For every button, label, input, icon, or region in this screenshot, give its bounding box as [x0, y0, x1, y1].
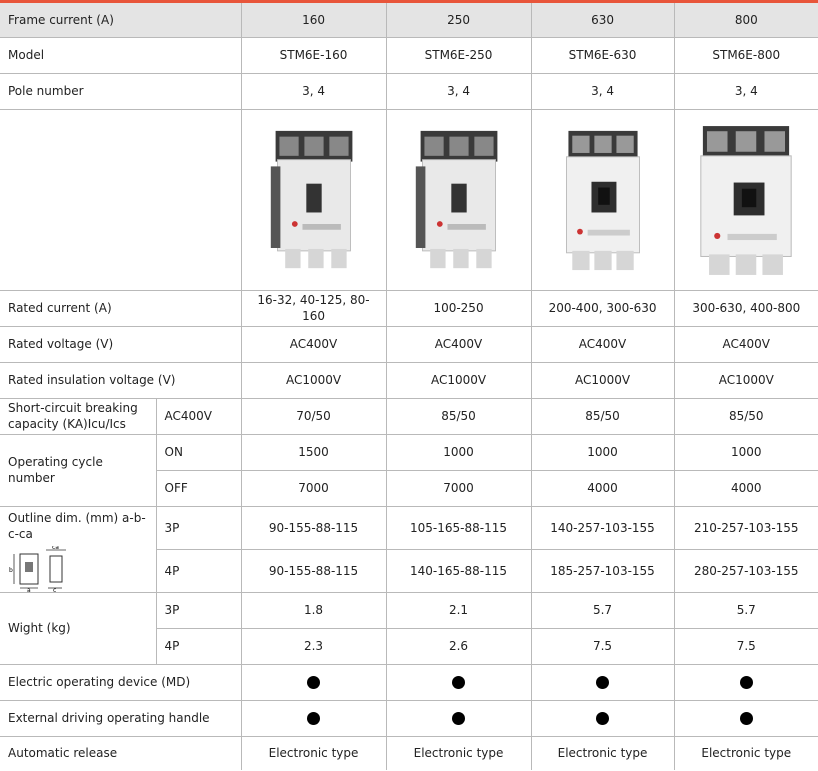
outline-4p-value: 280-257-103-155 [674, 549, 818, 592]
weight-3p-value: 5.7 [674, 592, 818, 628]
weight-4p-sub: 4P [156, 628, 241, 664]
breaking-capacity-value: 70/50 [241, 398, 386, 434]
pole-number-value: 3, 4 [531, 73, 674, 109]
pole-number-value: 3, 4 [241, 73, 386, 109]
cycle-on-value: 1000 [674, 434, 818, 470]
filled-dot-icon [740, 712, 753, 725]
row-weight-3p [0, 592, 818, 628]
frame-current-800: 800 [674, 3, 818, 37]
release-value: Electronic type [386, 736, 531, 770]
release-label: Automatic release [8, 746, 118, 761]
outline-label: Outline dim. (mm) a-b-c-ca [8, 510, 146, 541]
row-breaking-capacity [0, 398, 818, 434]
frame-current-label: Frame current (A) [0, 3, 241, 37]
filled-dot-icon [452, 676, 465, 689]
breaking-capacity-value: 85/50 [674, 398, 818, 434]
row-insulation-voltage [0, 362, 818, 398]
dim-b-label: b [9, 566, 13, 574]
outline-4p-value: 140-165-88-115 [386, 549, 531, 592]
filled-dot-icon [307, 712, 320, 725]
insulation-voltage-value: AC1000V [531, 362, 674, 398]
pole-number-label: Pole number [0, 73, 241, 109]
outline-3p-sub: 3P [156, 506, 241, 549]
breaker-image-cell [241, 109, 386, 290]
weight-3p-sub: 3P [156, 592, 241, 628]
model-value: STM6E-800 [674, 37, 818, 73]
outline-3p-value: 210-257-103-155 [674, 506, 818, 549]
row-pole-number [0, 73, 818, 109]
weight-4p-value: 2.6 [386, 628, 531, 664]
md-cell [674, 664, 818, 700]
rated-voltage-value: AC400V [241, 326, 386, 362]
rated-current-value: 200-400, 300-630 [531, 290, 674, 326]
weight-4p-value: 2.3 [241, 628, 386, 664]
pole-number-value: 3, 4 [674, 73, 818, 109]
outline-cell [0, 506, 156, 592]
cycle-off-sub: OFF [156, 470, 241, 506]
breaking-capacity-value: 85/50 [386, 398, 531, 434]
insulation-voltage-label: Rated insulation voltage (V) [0, 362, 241, 398]
model-value: STM6E-250 [386, 37, 531, 73]
cycle-on-value: 1000 [386, 434, 531, 470]
breaker-image [555, 125, 651, 275]
handle-cell [241, 700, 386, 736]
row-rated-current [0, 290, 818, 326]
weight-3p-value: 1.8 [241, 592, 386, 628]
row-cycle-on [0, 434, 818, 470]
filled-dot-icon [596, 712, 609, 725]
breaker-image [411, 126, 507, 274]
dim-c-label: c [53, 586, 57, 592]
md-label: Electric operating device (MD) [0, 664, 241, 700]
row-outline-3p [0, 506, 818, 549]
md-cell [386, 664, 531, 700]
dim-a-label: a [27, 586, 31, 592]
outline-dimension-diagram [8, 546, 74, 592]
cycle-on-value: 1500 [241, 434, 386, 470]
dim-ca-label: ca [52, 545, 59, 551]
weight-3p-value: 5.7 [531, 592, 674, 628]
filled-dot-icon [452, 712, 465, 725]
handle-cell [531, 700, 674, 736]
weight-3p-value: 2.1 [386, 592, 531, 628]
model-value: STM6E-630 [531, 37, 674, 73]
row-model [0, 37, 818, 73]
breaker-image-cell [386, 109, 531, 290]
row-electric-operating-device [0, 664, 818, 700]
row-external-handle [0, 700, 818, 736]
frame-current-630: 630 [531, 3, 674, 37]
model-label: Model [0, 37, 241, 73]
breaking-capacity-label: Short-circuit breaking capacity (KA)Icu/Ics [0, 398, 156, 434]
rated-current-label: Rated current (A) [0, 290, 241, 326]
breaker-image [694, 123, 798, 277]
rated-voltage-value: AC400V [674, 326, 818, 362]
filled-dot-icon [307, 676, 320, 689]
outline-4p-sub: 4P [156, 549, 241, 592]
release-value: Electronic type [531, 736, 674, 770]
rated-current-value: 100-250 [386, 290, 531, 326]
filled-dot-icon [740, 676, 753, 689]
filled-dot-icon [596, 676, 609, 689]
row-automatic-release [0, 736, 818, 770]
handle-cell [674, 700, 818, 736]
breaker-image [266, 126, 362, 274]
outline-3p-value: 140-257-103-155 [531, 506, 674, 549]
frame-current-250: 250 [386, 3, 531, 37]
row-product-images [0, 109, 818, 290]
model-value: STM6E-160 [241, 37, 386, 73]
handle-label: External driving operating handle [0, 700, 241, 736]
release-value: Electronic type [241, 736, 386, 770]
insulation-voltage-value: AC1000V [674, 362, 818, 398]
outline-4p-value: 90-155-88-115 [241, 549, 386, 592]
spec-table [0, 3, 818, 770]
image-row-label [0, 109, 241, 290]
row-rated-voltage [0, 326, 818, 362]
breaking-capacity-value: 85/50 [531, 398, 674, 434]
pole-number-value: 3, 4 [386, 73, 531, 109]
breaker-image-cell [674, 109, 818, 290]
handle-cell [386, 700, 531, 736]
breaking-capacity-sub: AC400V [156, 398, 241, 434]
md-cell [241, 664, 386, 700]
md-cell [531, 664, 674, 700]
cycle-off-value: 4000 [531, 470, 674, 506]
rated-current-value: 300-630, 400-800 [674, 290, 818, 326]
breaker-image-cell [531, 109, 674, 290]
rated-voltage-value: AC400V [531, 326, 674, 362]
cycle-label: Operating cycle number [0, 434, 156, 506]
insulation-voltage-value: AC1000V [386, 362, 531, 398]
outline-4p-value: 185-257-103-155 [531, 549, 674, 592]
insulation-voltage-value: AC1000V [241, 362, 386, 398]
cycle-off-value: 7000 [386, 470, 531, 506]
frame-current-160: 160 [241, 3, 386, 37]
outline-3p-value: 105-165-88-115 [386, 506, 531, 549]
rated-current-value: 16-32, 40-125, 80-160 [241, 290, 386, 326]
weight-4p-value: 7.5 [531, 628, 674, 664]
weight-label: Wight (kg) [0, 592, 156, 664]
cycle-on-sub: ON [156, 434, 241, 470]
cycle-off-value: 4000 [674, 470, 818, 506]
release-value: Electronic type [674, 736, 818, 770]
rated-voltage-label: Rated voltage (V) [0, 326, 241, 362]
weight-4p-value: 7.5 [674, 628, 818, 664]
cycle-on-value: 1000 [531, 434, 674, 470]
row-frame-current [0, 3, 818, 37]
cycle-off-value: 7000 [241, 470, 386, 506]
outline-3p-value: 90-155-88-115 [241, 506, 386, 549]
rated-voltage-value: AC400V [386, 326, 531, 362]
